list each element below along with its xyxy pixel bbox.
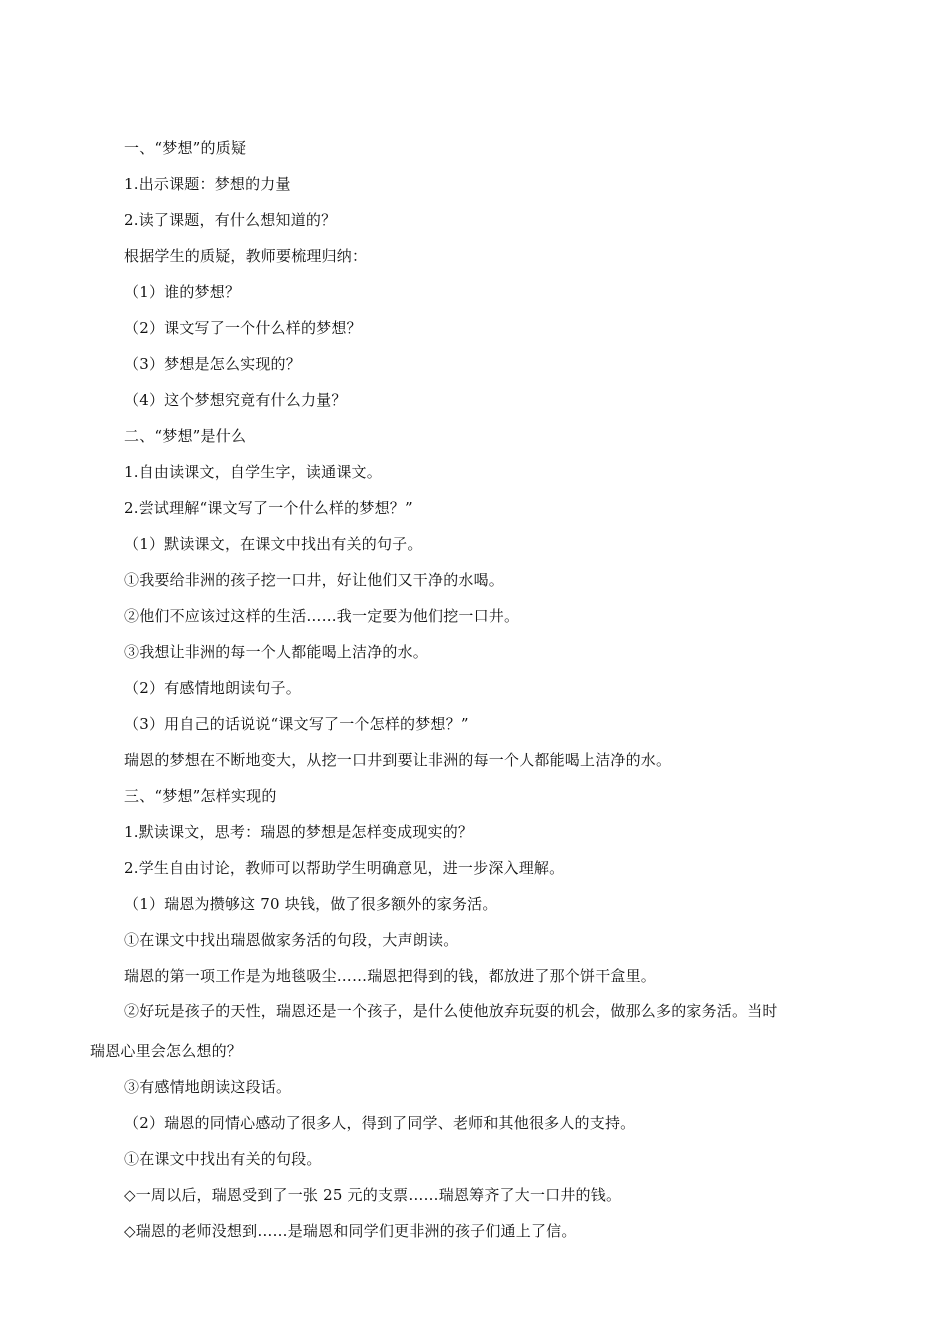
paragraph: 2.读了课题，有什么想知道的？ xyxy=(124,211,337,229)
list-item: （3）用自己的话说说“课文写了一个怎样的梦想？” xyxy=(124,715,469,733)
paragraph-continuation: 瑞恩心里会怎么想的？ xyxy=(90,1042,243,1060)
paragraph: 1.自由读课文，自学生字，读通课文。 xyxy=(124,463,382,481)
quote-item: ①我要给非洲的孩子挖一口井，好让他们又干净的水喝。 xyxy=(124,571,505,589)
quote-item: ③有感情地朗读这段话。 xyxy=(124,1078,292,1096)
list-item: （2）有感情地朗读句子。 xyxy=(124,679,301,697)
quote-item: ②他们不应该过这样的生活……我一定要为他们挖一口井。 xyxy=(124,607,520,625)
list-item: （2）课文写了一个什么样的梦想？ xyxy=(124,319,362,337)
list-item: （1）谁的梦想？ xyxy=(124,283,241,301)
paragraph: 2.尝试理解“课文写了一个什么样的梦想？” xyxy=(124,499,413,517)
quote-item: ②好玩是孩子的天性，瑞恩还是一个孩子，是什么使他放弃玩耍的机会，做那么多的家务活。当时 xyxy=(124,1002,778,1020)
paragraph: 1.出示课题：梦想的力量 xyxy=(124,175,291,193)
paragraph: 根据学生的质疑，教师要梳理归纳： xyxy=(124,247,368,265)
list-item: （1）默读课文，在课文中找出有关的句子。 xyxy=(124,535,423,553)
list-item: （1）瑞恩为攒够这 70 块钱，做了很多额外的家务活。 xyxy=(124,895,498,913)
paragraph: 1.默读课文，思考：瑞恩的梦想是怎样变成现实的？ xyxy=(124,823,474,841)
paragraph: 瑞恩的第一项工作是为地毯吸尘……瑞恩把得到的钱，都放进了那个饼干盒里。 xyxy=(124,967,657,985)
quote-item: ①在课文中找出瑞恩做家务活的句段，大声朗读。 xyxy=(124,931,459,949)
section-heading-2: 二、“梦想”是什么 xyxy=(124,427,247,445)
bullet-item: ◇瑞恩的老师没想到……是瑞恩和同学们更非洲的孩子们通上了信。 xyxy=(124,1222,577,1240)
section-heading-3: 三、“梦想”怎样实现的 xyxy=(124,787,277,805)
list-item: （3）梦想是怎么实现的？ xyxy=(124,355,301,373)
section-heading-1: 一、“梦想”的质疑 xyxy=(124,139,247,157)
list-item: （4）这个梦想究竟有什么力量？ xyxy=(124,391,347,409)
bullet-item: ◇一周以后，瑞恩受到了一张 25 元的支票……瑞恩筹齐了大一口井的钱。 xyxy=(124,1186,622,1204)
paragraph: 瑞恩的梦想在不断地变大，从挖一口井到要让非洲的每一个人都能喝上洁净的水。 xyxy=(124,751,672,769)
quote-item: ③我想让非洲的每一个人都能喝上洁净的水。 xyxy=(124,643,429,661)
list-item: （2）瑞恩的同情心感动了很多人，得到了同学、老师和其他很多人的支持。 xyxy=(124,1114,636,1132)
paragraph: 2.学生自由讨论，教师可以帮助学生明确意见，进一步深入理解。 xyxy=(124,859,565,877)
quote-item: ①在课文中找出有关的句段。 xyxy=(124,1150,322,1168)
